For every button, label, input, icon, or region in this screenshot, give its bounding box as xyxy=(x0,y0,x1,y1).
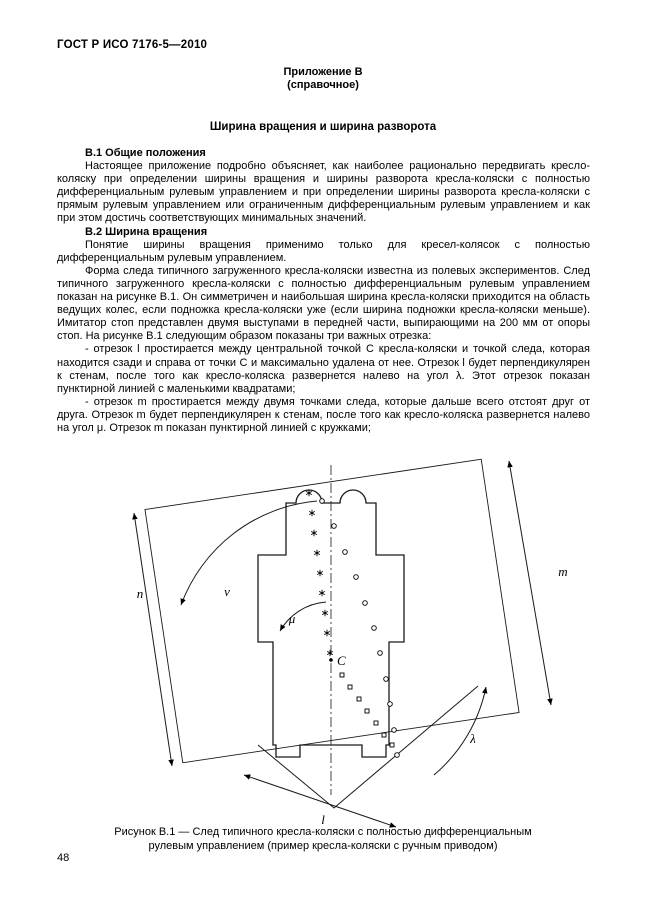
label-l: l xyxy=(321,812,325,827)
track-circles xyxy=(320,499,400,758)
paragraph: Понятие ширины вращения применимо только для кресел-колясок с полностью дифференциальным рулевым управлением. xyxy=(57,238,590,264)
section-title-b1: В.1 Общие положения xyxy=(85,147,206,159)
label-n: n xyxy=(136,586,144,601)
wheelchair-track-diagram xyxy=(126,443,586,833)
track-asterisks xyxy=(306,490,333,656)
list-item-l: - отрезок l простирается между центральной точкой С кресла-коляски и точкой следа, которая находится сзади и справа от точки С и максимально удалена от нее. Отрезок l будет перпендикулярен к стенам, после того как кресло-коляска развернется налево на угол λ. Этот отрезок показан пунктирной линией с маленькими квадратами; xyxy=(57,343,590,395)
diagram-lines xyxy=(134,459,551,827)
dimension-m-line xyxy=(509,461,551,705)
figure-b1 xyxy=(126,443,586,833)
page-title: Ширина вращения и ширина разворота xyxy=(209,121,437,133)
figure-caption: Рисунок В.1 — След типичного кресла-коляски с полностью дифференциальным рулевым управлением (пример кресла-коляски с ручным приводом) xyxy=(114,826,532,852)
dimension-l-line xyxy=(244,775,396,827)
label-c: C xyxy=(337,653,346,668)
annex-heading xyxy=(0,66,646,92)
track-squares xyxy=(340,673,394,747)
dimension-n-line xyxy=(134,513,172,766)
list-item-m: - отрезок m простирается между двумя точками следа, которые дальше всего отстоят друг от друга. Отрезок m будет перпендикулярен к стенам, после того как кресло-коляска развернется налево на угол μ. Отрезок m показан пунктирной линией с кружками; xyxy=(57,395,590,434)
turning-envelope-rectangle xyxy=(145,459,519,762)
annex-kind: (справочное) xyxy=(287,79,359,91)
label-v: v xyxy=(224,584,230,599)
label-mu: μ xyxy=(288,611,296,626)
angle-mu-arc xyxy=(280,602,326,631)
label-lambda: λ xyxy=(470,731,476,746)
angle-lambda-arc xyxy=(434,687,486,775)
page-number: 48 xyxy=(57,852,70,864)
annex-label: Приложение В xyxy=(283,66,363,78)
body-text xyxy=(57,147,590,435)
document-header: ГОСТ Р ИСО 7176-5—2010 xyxy=(57,39,208,51)
paragraph: Настоящее приложение подробно объясняет, как наиболее рационально передвигать кресло-коляску при определении ширины вращения и ширины разворота кресла-коляски с полностью дифференциальным рулевым управлением и при определении ширины разворота кресла-коляски с прямым рулевым управлением или ограниченным дифференциальным рулевым управлением и как при этом достичь соответствующих минимальных значений. xyxy=(57,160,590,225)
angle-v-arc xyxy=(181,501,317,605)
paragraph: Форма следа типичного загруженного кресла-коляски известна из полевых экспериментов. След типичного загруженного кресла-коляски с полностью дифференциальным рулевым управлением показан на рисунке В.1. Он симметричен и наибольшая ширина кресла-коляски приходится на область ведущих колес, если подножка кресла-коляски уже (если ширина подножки кресла-коляски меньше). Имитатор стоп представлен двумя выступами в передней части, выпирающими на 200 мм от опоры стоп. На рисунке В.1 следующим образом показаны три важных отрезка: xyxy=(57,264,590,343)
center-point-c xyxy=(329,658,333,662)
label-m: m xyxy=(558,564,568,579)
section-title-b2: В.2 Ширина вращения xyxy=(85,225,208,238)
